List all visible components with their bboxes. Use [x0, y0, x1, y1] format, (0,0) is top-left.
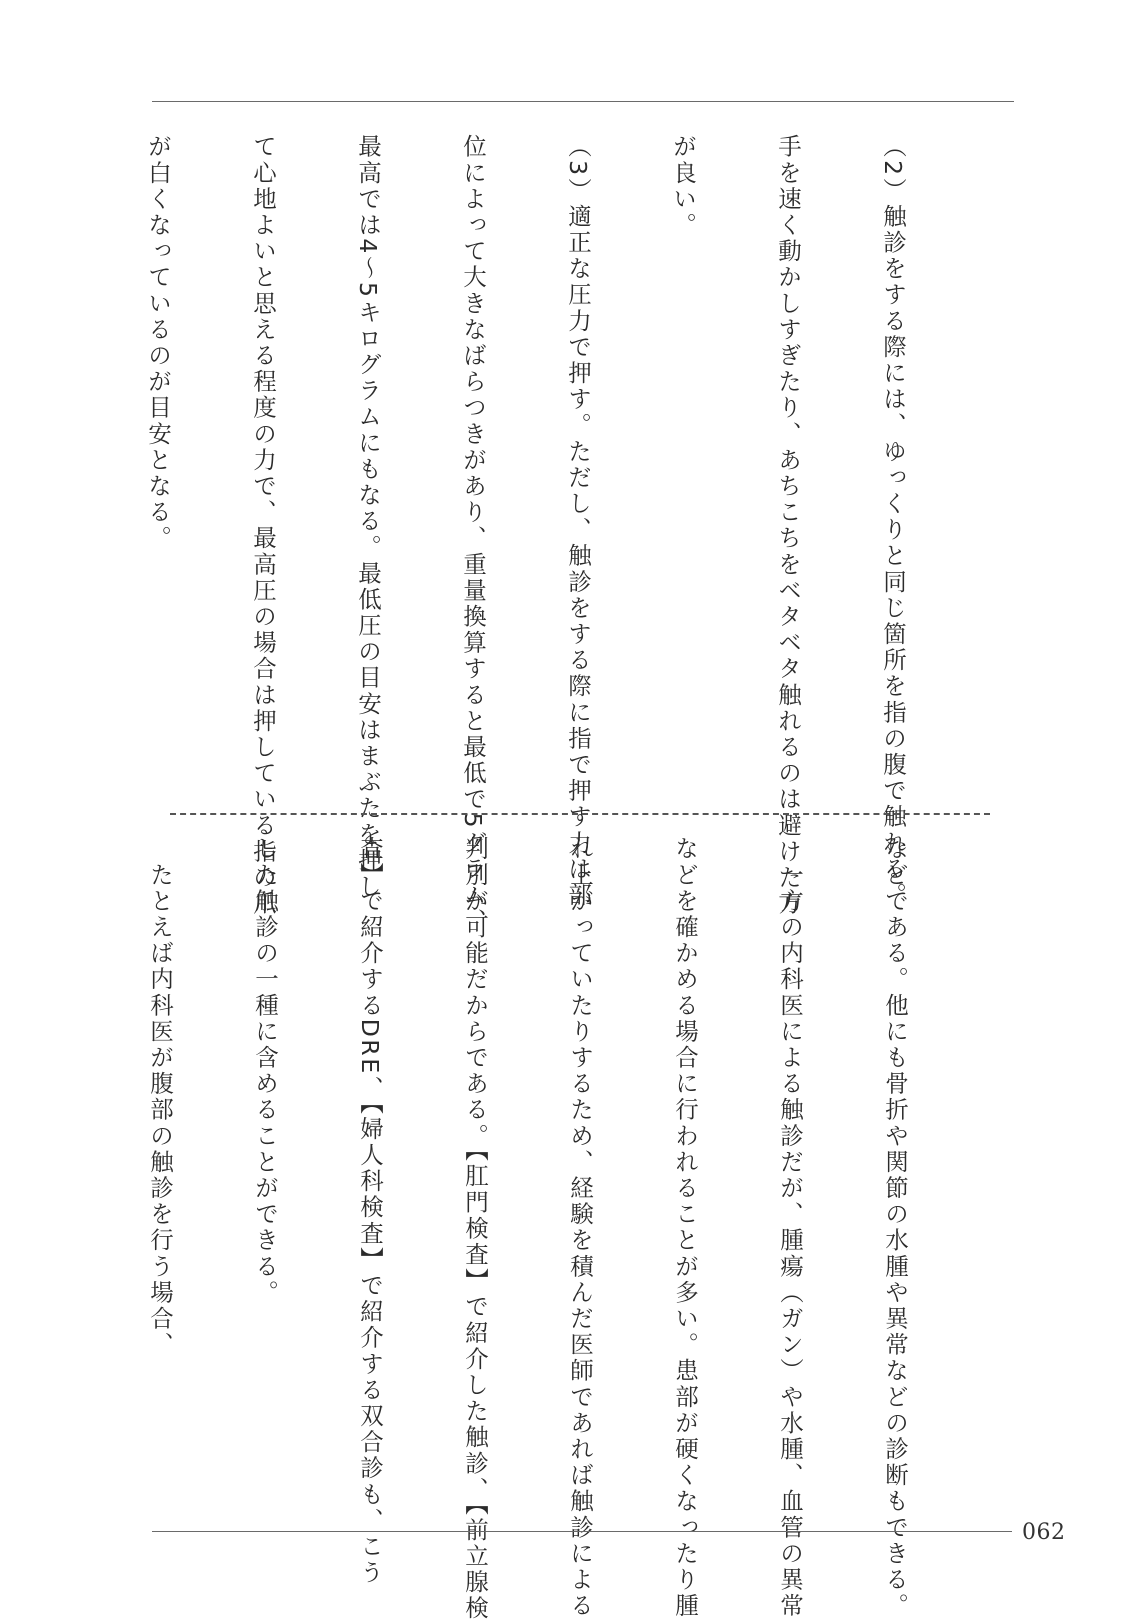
text-line: 一方の内科医による触診だが、腫瘍（ガン）や水腫、血管の異常 — [776, 836, 804, 1619]
text-line: 手を速く動かしすぎたり、あちこちをベタベタ触れるのは避けた方 — [774, 134, 802, 917]
text-line: 査】で紹介するDRE、【婦人科検査】で紹介する双合診も、こう — [356, 836, 384, 1587]
text-line: した触診の一種に含めることができる。 — [251, 836, 279, 1306]
text-line: （2）触診をする際には、ゆっくりと同じ箇所を指の腹で触れる。 — [879, 134, 907, 909]
bottom-text-block — [0, 836, 982, 1622]
top-text-block — [0, 134, 980, 935]
paragraph-gap — [37, 836, 72, 1506]
page-number: 062 — [1022, 1520, 1066, 1545]
text-line: 位によって大きなばらつきがあり、重量換算すると最低で5グラム、 — [459, 134, 487, 935]
text-line: れ上がっていたりするため、経験を積んだ医師であれば触診による — [566, 836, 594, 1619]
text-line: （3）適正な圧力で押す。ただし、触診をする際に指で押す力は部 — [564, 134, 592, 909]
text-line: が良い。 — [669, 134, 697, 239]
bottom-rule — [152, 1531, 1012, 1532]
section-divider — [170, 813, 990, 815]
text-line: たとえば内科医が腹部の触診を行う場合、 — [146, 836, 174, 1358]
text-line: などを確かめる場合に行われることが多い。患部が硬くなったり腫 — [671, 836, 699, 1619]
text-line: 判別が可能だからである。【肛門検査】で紹介した触診、【前立腺検 — [461, 836, 489, 1622]
text-line: が白くなっているのが目安となる。 — [144, 134, 172, 552]
top-rule — [152, 101, 1014, 102]
text-line: などである。他にも骨折や関節の水腫や異常などの診断もできる。 — [881, 836, 909, 1619]
text-line: て心地よいと思える程度の力で、最高圧の場合は押している指の爪 — [249, 134, 277, 917]
text-line: 最高では4～5キログラムにもなる。最低圧の目安はまぶたを押し — [354, 134, 382, 900]
paragraph-gap — [35, 134, 70, 794]
